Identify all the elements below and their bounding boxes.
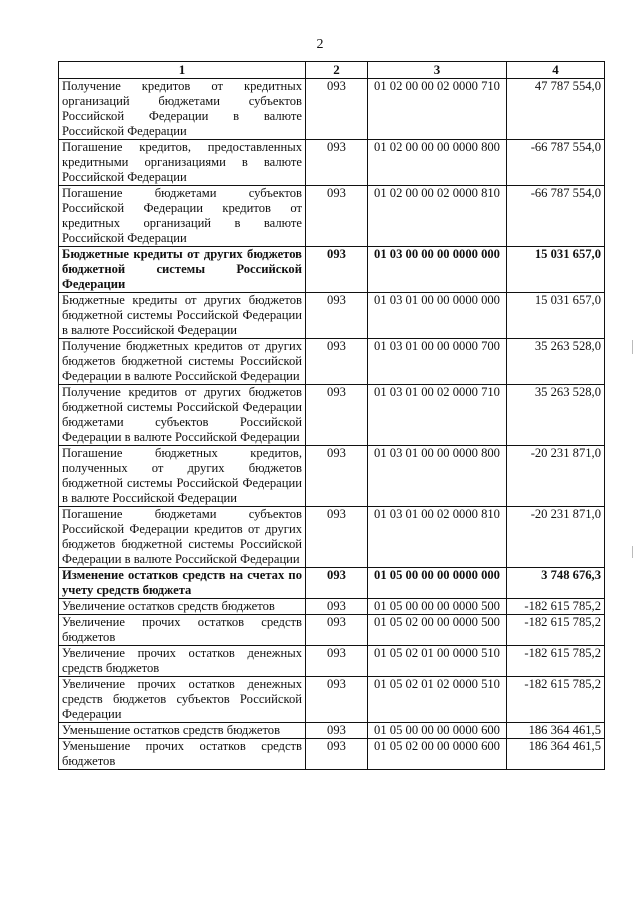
row-code: 093 bbox=[306, 79, 368, 140]
row-code: 093 bbox=[306, 247, 368, 293]
table-row bbox=[59, 507, 605, 568]
table-row bbox=[59, 186, 605, 247]
row-amount: -182 615 785,2 bbox=[507, 599, 605, 615]
table-row bbox=[59, 247, 605, 293]
row-kbk-code: 01 02 00 00 02 0000 810 bbox=[368, 186, 507, 247]
table-row bbox=[59, 599, 605, 615]
row-name: Уменьшение прочих остатков средств бюджетов bbox=[59, 739, 306, 770]
row-amount: 35 263 528,0 bbox=[507, 339, 605, 385]
row-code: 093 bbox=[306, 646, 368, 677]
row-kbk-code: 01 05 02 00 00 0000 600 bbox=[368, 739, 507, 770]
row-kbk-code: 01 05 00 00 00 0000 500 bbox=[368, 599, 507, 615]
table-row bbox=[59, 723, 605, 739]
row-code: 093 bbox=[306, 677, 368, 723]
table-row bbox=[59, 646, 605, 677]
row-amount: -182 615 785,2 bbox=[507, 646, 605, 677]
row-name: Уменьшение остатков средств бюджетов bbox=[59, 723, 306, 739]
row-kbk-code: 01 05 02 01 02 0000 510 bbox=[368, 677, 507, 723]
row-name: Изменение остатков средств на счетах по учету средств бюджета bbox=[59, 568, 306, 599]
header-col-2: 2 bbox=[306, 62, 368, 79]
row-amount: -182 615 785,2 bbox=[507, 677, 605, 723]
row-name: Погашение бюджетами субъектов Российской Федерации кредитов от других бюджетов бюджетной системы Российской Федерации в валюте Российской Федерации bbox=[59, 507, 306, 568]
row-name: Получение бюджетных кредитов от других бюджетов бюджетной системы Российской Федерации в валюте Российской Федерации bbox=[59, 339, 306, 385]
row-amount: -20 231 871,0 bbox=[507, 507, 605, 568]
row-code: 093 bbox=[306, 739, 368, 770]
page-number: 2 bbox=[316, 37, 324, 52]
header-col-1: 1 bbox=[59, 62, 306, 79]
row-name: Увеличение прочих остатков денежных средств бюджетов субъектов Российской Федерации bbox=[59, 677, 306, 723]
table-row bbox=[59, 140, 605, 186]
row-kbk-code: 01 05 02 01 00 0000 510 bbox=[368, 646, 507, 677]
table-header bbox=[59, 62, 605, 79]
table-row bbox=[59, 615, 605, 646]
row-code: 093 bbox=[306, 186, 368, 247]
row-code: 093 bbox=[306, 339, 368, 385]
row-amount: 35 263 528,0 bbox=[507, 385, 605, 446]
table-row bbox=[59, 677, 605, 723]
row-kbk-code: 01 03 01 00 00 0000 700 bbox=[368, 339, 507, 385]
row-name: Погашение бюджетами субъектов Российской Федерации кредитов от кредитных организаций в валюте Российской Федерации bbox=[59, 186, 306, 247]
row-amount: 15 031 657,0 bbox=[507, 293, 605, 339]
table-row bbox=[59, 446, 605, 507]
row-amount: -20 231 871,0 bbox=[507, 446, 605, 507]
table-body bbox=[59, 79, 605, 770]
row-code: 093 bbox=[306, 293, 368, 339]
row-amount: 47 787 554,0 bbox=[507, 79, 605, 140]
row-amount: -66 787 554,0 bbox=[507, 186, 605, 247]
table-row bbox=[59, 739, 605, 770]
row-kbk-code: 01 03 01 00 02 0000 710 bbox=[368, 385, 507, 446]
table-row bbox=[59, 568, 605, 599]
row-amount: 3 748 676,3 bbox=[507, 568, 605, 599]
row-kbk-code: 01 03 00 00 00 0000 000 bbox=[368, 247, 507, 293]
row-name: Бюджетные кредиты от других бюджетов бюджетной системы Российской Федерации bbox=[59, 247, 306, 293]
row-amount: 186 364 461,5 bbox=[507, 739, 605, 770]
row-code: 093 bbox=[306, 723, 368, 739]
row-name: Увеличение остатков средств бюджетов bbox=[59, 599, 306, 615]
header-row bbox=[59, 62, 605, 79]
row-kbk-code: 01 03 01 00 00 0000 800 bbox=[368, 446, 507, 507]
table-row bbox=[59, 385, 605, 446]
row-code: 093 bbox=[306, 615, 368, 646]
row-kbk-code: 01 05 00 00 00 0000 000 bbox=[368, 568, 507, 599]
sources-of-financing-table bbox=[58, 61, 605, 770]
row-name: Получение кредитов от других бюджетов бюджетной системы Российской Федерации бюджетами субъектов Российской Федерации в валюте Российской Федерации bbox=[59, 385, 306, 446]
row-code: 093 bbox=[306, 385, 368, 446]
row-code: 093 bbox=[306, 568, 368, 599]
row-kbk-code: 01 05 00 00 00 0000 600 bbox=[368, 723, 507, 739]
row-name: Погашение бюджетных кредитов, полученных от других бюджетов бюджетной системы Российской Федерации в валюте Российской Федерации bbox=[59, 446, 306, 507]
row-code: 093 bbox=[306, 599, 368, 615]
row-kbk-code: 01 05 02 00 00 0000 500 bbox=[368, 615, 507, 646]
row-name: Увеличение прочих остатков средств бюджетов bbox=[59, 615, 306, 646]
row-kbk-code: 01 03 01 00 02 0000 810 bbox=[368, 507, 507, 568]
row-name: Бюджетные кредиты от других бюджетов бюджетной системы Российской Федерации в валюте Российской Федерации bbox=[59, 293, 306, 339]
header-col-4: 4 bbox=[507, 62, 605, 79]
header-col-3: 3 bbox=[368, 62, 507, 79]
row-code: 093 bbox=[306, 507, 368, 568]
table-row bbox=[59, 293, 605, 339]
scan-edge-mark bbox=[632, 340, 633, 354]
table-row bbox=[59, 339, 605, 385]
row-name: Увеличение прочих остатков денежных средств бюджетов bbox=[59, 646, 306, 677]
row-code: 093 bbox=[306, 446, 368, 507]
table-row bbox=[59, 79, 605, 140]
row-amount: 186 364 461,5 bbox=[507, 723, 605, 739]
scan-edge-mark bbox=[632, 546, 633, 558]
row-kbk-code: 01 02 00 00 02 0000 710 bbox=[368, 79, 507, 140]
row-kbk-code: 01 02 00 00 00 0000 800 bbox=[368, 140, 507, 186]
row-amount: -66 787 554,0 bbox=[507, 140, 605, 186]
row-amount: 15 031 657,0 bbox=[507, 247, 605, 293]
row-name: Получение кредитов от кредитных организаций бюджетами субъектов Российской Федерации в валюте Российской Федерации bbox=[59, 79, 306, 140]
row-code: 093 bbox=[306, 140, 368, 186]
row-name: Погашение кредитов, предоставленных кредитными организациями в валюте Российской Федерации bbox=[59, 140, 306, 186]
row-kbk-code: 01 03 01 00 00 0000 000 bbox=[368, 293, 507, 339]
row-amount: -182 615 785,2 bbox=[507, 615, 605, 646]
